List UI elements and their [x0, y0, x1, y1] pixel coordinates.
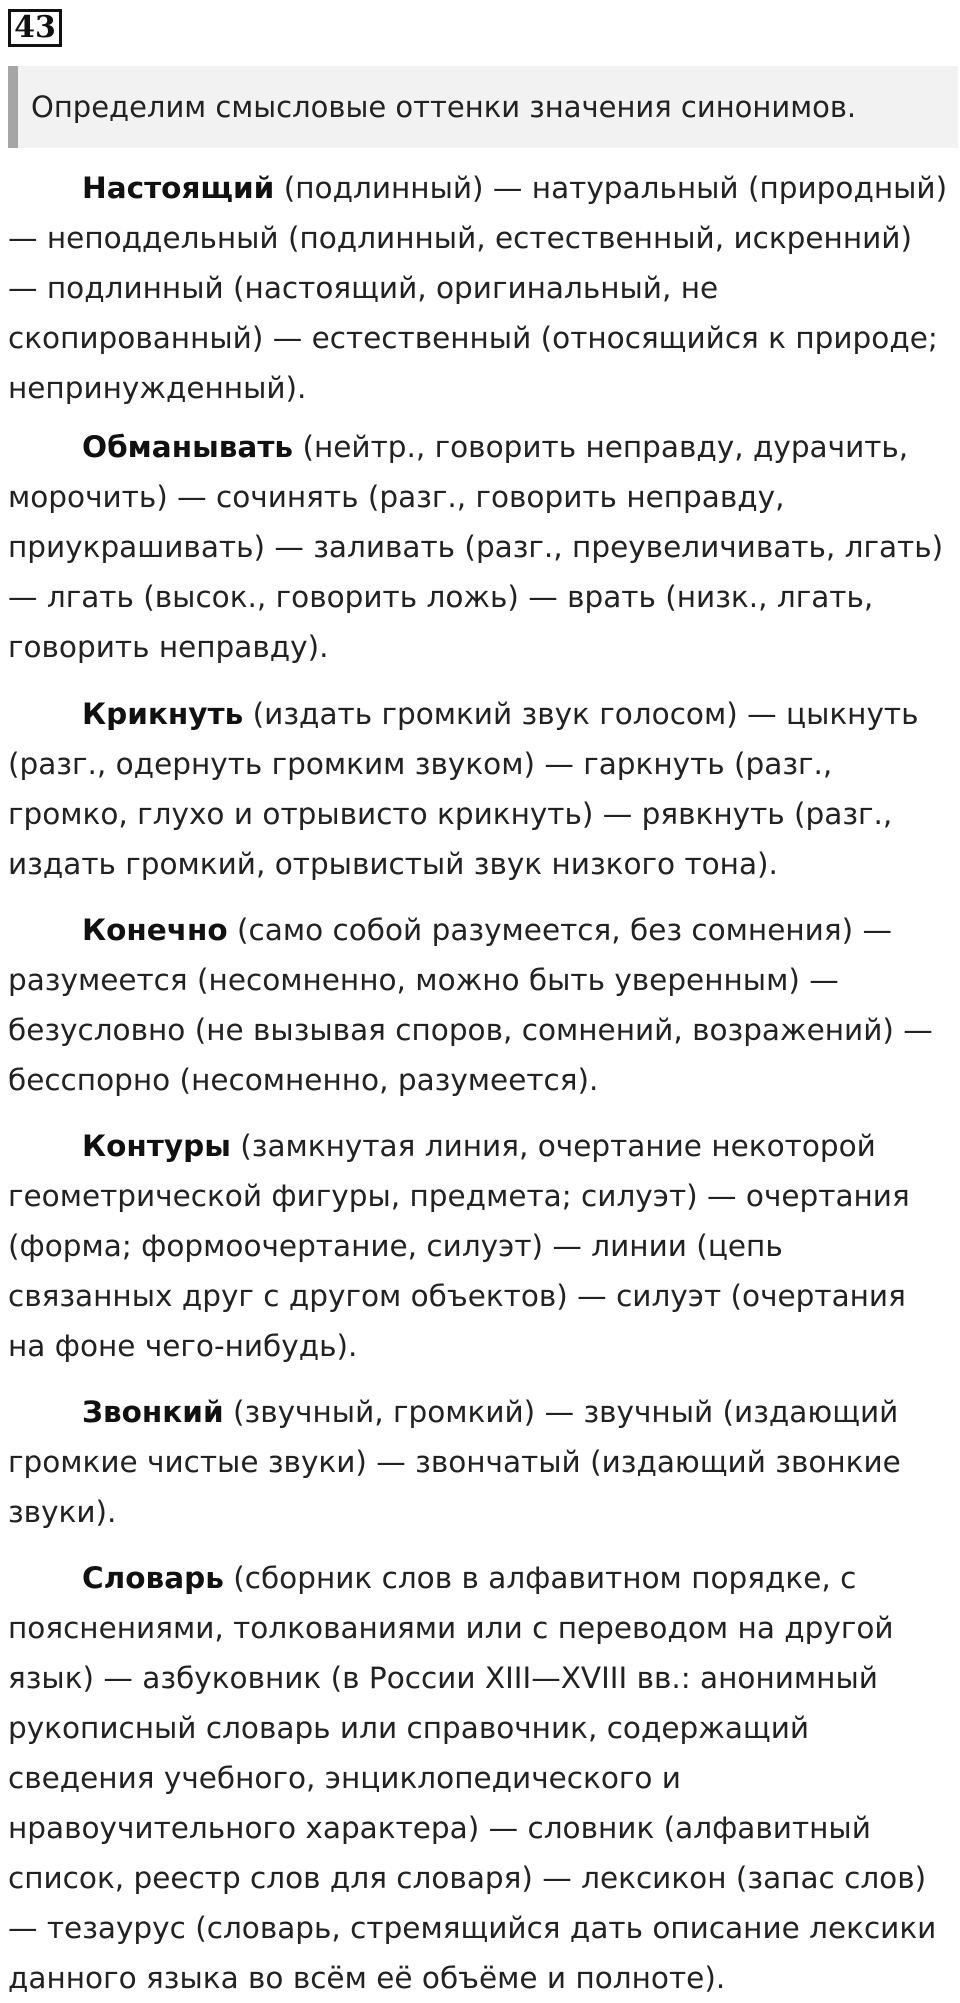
entry-headword: Обманывать — [82, 430, 294, 464]
entry-headword: Словарь — [82, 1561, 224, 1595]
entry-obmanyvat — [8, 422, 948, 672]
entry-text: (нейтр., говорить неправду, дурачить, морочить) — сочинять (разг., говорить неправду, приукрашивать) — заливать (разг., преувеличивать, лгать) — лгать (высок., говорить ложь) — врать (низк., лгать, говорить неправду). — [8, 430, 944, 664]
entry-headword: Крикнуть — [82, 697, 244, 731]
entry-kontury — [8, 1121, 948, 1371]
entry-text: (звучный, громкий) — звучный (издающий громкие чистые звуки) — звончатый (издающий звонкие звуки). — [8, 1395, 901, 1529]
intro-text: Определим смысловые оттенки значения синонимов. — [31, 90, 857, 124]
entry-zvonkiy — [8, 1387, 948, 1537]
entry-nastoyashchiy — [8, 163, 948, 413]
intro-banner — [8, 66, 958, 148]
exercise-number: 43 — [8, 9, 62, 47]
entry-text: (подлинный) — натуральный (природный) — неподдельный (подлинный, естественный, искренний) — подлинный (настоящий, оригинальный, не скопированный) — естественный (относящийся к природе; непринужденный). — [8, 171, 948, 405]
entry-kriknut — [8, 689, 948, 889]
entry-headword: Контуры — [82, 1129, 231, 1163]
entry-text: (само собой разумеется, без сомнения) — разумеется (несомненно, можно быть уверенным) — безусловно (не вызывая споров, сомнений, возражений) — бесспорно (несомненно, разумеется). — [8, 913, 933, 1097]
entry-headword: Настоящий — [82, 171, 275, 205]
entry-text: (замкнутая линия, очертание некоторой геометрической фигуры, предмета; силуэт) — очертания (форма; формоочертание, силуэт) — линии (цепь связанных друг с другом объектов) — силуэт (очертания на фоне чего-нибудь). — [8, 1129, 910, 1363]
entry-headword: Звонкий — [82, 1395, 224, 1429]
entry-text: (издать громкий звук голосом) — цыкнуть (разг., одернуть громким звуком) — гаркнуть (разг., громко, глухо и отрывисто крикнуть) — рявкнуть (разг., издать громкий, отрывистый звук низкого тона). — [8, 697, 919, 881]
entry-konechno — [8, 905, 948, 1105]
synonym-list — [8, 163, 948, 2003]
entry-headword: Конечно — [82, 913, 228, 947]
entry-slovar — [8, 1553, 948, 2003]
entry-text: (сборник слов в алфавитном порядке, с пояснениями, толкованиями или с переводом на другой язык) — азбуковник (в России XIII—XVIII вв.: анонимный рукописный словарь или справочник, содержащий сведения учебного, энциклопедического и нравоучительного характера) — словник (алфавитный список, реестр слов для словаря) — лексикон (запас слов) — тезаурус (словарь, стремящийся дать описание лексики данного языка во всём её объёме и полноте). — [8, 1561, 937, 1995]
